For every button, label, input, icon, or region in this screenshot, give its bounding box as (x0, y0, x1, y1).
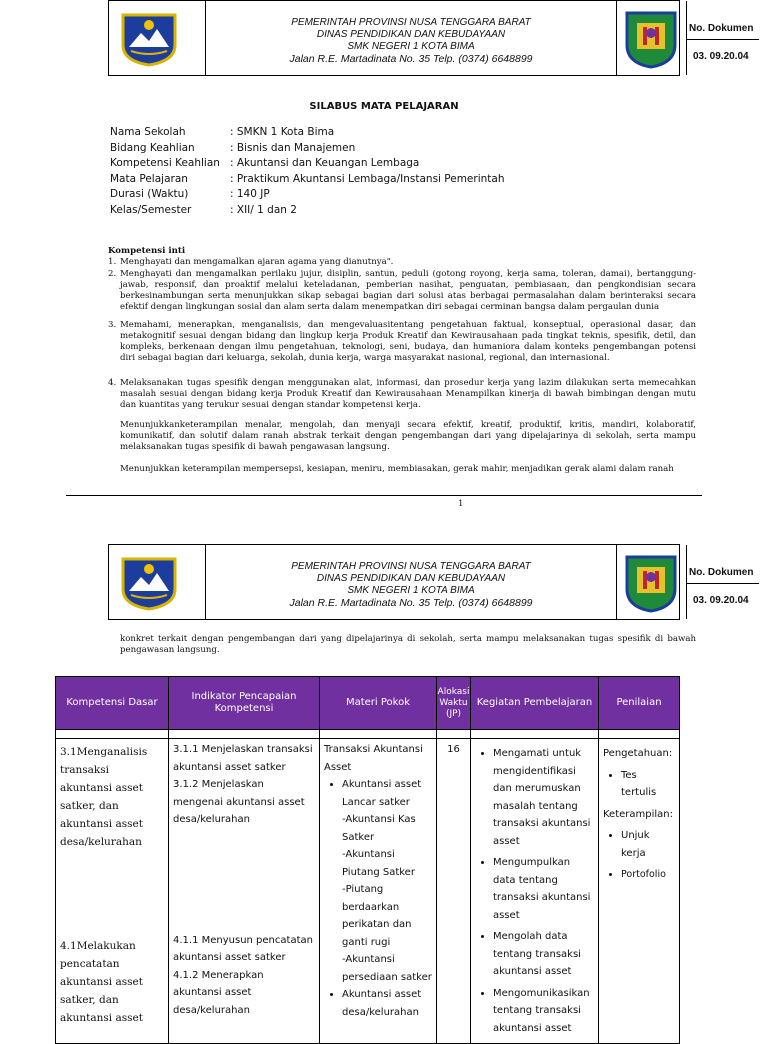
kd-text: 4.1Melakukan pencatatan akuntansi asset satker, dan akuntansi asset (60, 940, 143, 1024)
ki-text: Menghayati dan mengamalkan ajaran agama yang dianutnya". (120, 257, 394, 267)
ki-text: Memahami, menerapkan, menganalisis, dan mengevaluasitentang pengetahuan faktual, konseptual, operasional dasar, dan metakognitif sesuai dengan bidang dan lingkup kerja Produk Kreatif dan Kewirausahaan pada tingkat teknis, spesifik, detil, dan kompleks, berkenaan dengan ilmu pengetahuan, teknologi, seni, budaya, dan humaniora dalam konteks pengembangan potensi diri sebagai bagian dari keluarga, sekolah, dunia kerja, warga masyarakat nasional, regional, dan internasional. (120, 320, 696, 363)
col-header: Alokasi Waktu (JP) (437, 677, 471, 730)
materi-item: Akuntansi asset Lancar satker (342, 779, 422, 808)
ki-number: 3. (108, 320, 117, 330)
materi-sub: -Piutang berdaarkan perikatan dan ganti rugi (342, 884, 412, 948)
header-line-3: SMK NEGERI 1 KOTA BIMA (347, 585, 475, 596)
ki4-paragraph-3: Menunjukkan keterampilan mempersepsi, kesiapan, meniru, membiasakan, gerak mahir, menjadikan gerak alami dalam ranah (120, 464, 674, 474)
materi-item: Akuntansi asset desa/kelurahan (342, 989, 422, 1018)
doc-number-label: No. Dokumen (689, 23, 754, 34)
penilaian-cell (599, 739, 680, 1044)
materi-sub: -Akuntansi persediaan satker (342, 954, 432, 983)
header-address: Jalan R.E. Martadinata No. 35 Telp. (0374) 6648899 (289, 53, 533, 65)
header-line-3: SMK NEGERI 1 KOTA BIMA (347, 41, 475, 52)
ntb-emblem-icon (119, 555, 179, 611)
page-number: 1 (458, 499, 464, 509)
header-line-1: PEMERINTAH PROVINSI NUSA TENGGARA BARAT (291, 561, 531, 572)
doc-number-box (687, 545, 759, 619)
info-value: : 140 JP (230, 188, 270, 200)
info-value: : XII/ 1 dan 2 (230, 203, 297, 216)
info-key: Kelas/Semester (110, 203, 192, 216)
info-value: : Bisnis dan Manajemen (230, 141, 356, 154)
document-header (108, 544, 754, 620)
doc-number-value: 03. 09.20.04 (693, 595, 749, 606)
header-line-1: PEMERINTAH PROVINSI NUSA TENGGARA BARAT (291, 17, 531, 28)
page-title: SILABUS MATA PELAJARAN (309, 101, 459, 112)
ki-number: 4. (108, 378, 117, 388)
list-item: • Mengolah data tentang transaksi akuntansi asset (493, 928, 594, 981)
ki4-paragraph-2: Menunjukkanketerampilan menalar, mengolah, dan menyaji secara efektif, kreatif, produktif, kritis, mandiri, kolaboratif, komunikatif, dan solutif dalam ranah abstrak terkait dengan pengembangan dari yang dipelajarinya di sekolah, serta mampu melaksanakan tugas spesifik di bawah pengawasan langsung. (120, 420, 696, 452)
list-item (342, 776, 432, 986)
doc-number-value: 03. 09.20.04 (693, 51, 749, 62)
provincial-emblem (109, 1, 206, 75)
indicator-text: 3.1.1 Menjelaskan transaksi akuntansi asset satker (173, 744, 313, 773)
col-header: Materi Pokok (320, 677, 437, 730)
col-header: Kompetensi Dasar (56, 677, 169, 730)
ki-number: 2. (108, 269, 117, 279)
list-item: • Portofolio (621, 866, 675, 884)
col-header: Penilaian (599, 677, 680, 730)
list-item: • Tes tertulis (621, 767, 657, 802)
indicator-text: 4.1.2 Menerapkan akuntansi asset desa/kelurahan (173, 969, 264, 1016)
info-value: : Akuntansi dan Keuangan Lembaga (230, 157, 420, 169)
list-item: • Mengamati untuk mengidentifikasi dan merumuskan masalah tentang transaksi akuntansi asset (493, 745, 594, 850)
doc-number-box (687, 1, 759, 75)
school-logo-icon (623, 553, 679, 613)
document-header (108, 0, 754, 76)
info-key: Mata Pelajaran (110, 172, 188, 185)
school-logo-icon (623, 9, 679, 69)
kd-cell (56, 739, 169, 1044)
list-item: • Mengumpulkan data tentang transaksi akuntansi asset (493, 854, 594, 924)
materi-sub: -Akuntansi Piutang Satker (342, 849, 415, 878)
doc-number-label: No. Dokumen (689, 567, 754, 578)
materi-cell (320, 739, 437, 1044)
subject-info (110, 125, 610, 225)
school-logo (617, 545, 687, 619)
ki-number: 1. (108, 257, 117, 267)
indicator-text: 4.1.1 Menyusun pencatatan akuntansi asset satker (173, 934, 313, 963)
indicator-text: 3.1.2 Menjelaskan mengenai akuntansi asset desa/kelurahan (173, 779, 305, 825)
provincial-emblem (109, 545, 206, 619)
syllabus-table (55, 676, 680, 1044)
continuation-text: konkret terkait dengan pengembangan dari yang dipelajarinya di sekolah, serta mampu melaksanakan tugas spesifik di bawah pengawasan langsung. (120, 634, 696, 655)
info-value: : Praktikum Akuntansi Lembaga/Instansi Pemerintah (230, 172, 505, 185)
header-institution-text (206, 545, 617, 619)
ntb-emblem-icon (119, 11, 179, 67)
col-header: Kegiatan Pembelajaran (471, 677, 599, 730)
table-row (56, 739, 680, 1044)
info-key: Kompetensi Keahlian (110, 157, 220, 169)
penilaian-label: Pengetahuan: (603, 748, 673, 759)
school-logo (617, 1, 687, 75)
materi-sub: -Akuntansi Kas Satker (342, 814, 416, 843)
page-separator-line (66, 495, 702, 496)
ki-text: Melaksanakan tugas spesifik dengan menggunakan alat, informasi, dan prosedur kerja yang lazim dilakukan serta memecahkan masalah sesuai dengan bidang kerja Produk Kreatif dan Kewirausahaan Menampilkan kinerja di bawah bimbingan dengan mutu dan kuantitas yang terukur sesuai dengan standar kompetensi kerja. (120, 378, 696, 410)
info-key: Bidang Keahlian (110, 141, 195, 154)
kegiatan-cell (471, 739, 599, 1044)
ki-heading: Kompetensi inti (108, 246, 186, 256)
list-item: • Unjuk kerja (621, 827, 657, 862)
info-value: : SMKN 1 Kota Bima (230, 126, 335, 138)
header-line-2: DINAS PENDIDIKAN DAN KEBUDAYAAN (316, 29, 506, 40)
table-header-row (56, 677, 680, 730)
kd-text: 3.1Menganalisis transaksi akuntansi asset satker, dan akuntansi asset desa/kelurahan (60, 746, 148, 848)
info-key: Durasi (Waktu) (110, 188, 189, 200)
ki-text: Menghayati dan mengamalkan perilaku jujur, disiplin, santun, peduli (gotong royong, kerja sama, toleran, damai), bertanggung-jawab, responsif, dan proaktif melalui keteladanan, pemberian nasihat, penguatan, pembiasaan, dan pengkondisian secara berkesinambungan serta menunjukkan sikap sebagai bagian dari solusi atas berbagai permasalahan dalam berinteraksi secara efektif dengan lingkungan sosial dan alam serta dalam menempatkan diri sebagai cerminan bangsa dalam pergaulan dunia (120, 269, 696, 312)
alokasi-cell: 16 (437, 739, 471, 1044)
header-institution-text (206, 1, 617, 75)
header-line-2: DINAS PENDIDIKAN DAN KEBUDAYAAN (316, 573, 506, 584)
penilaian-label: Keterampilan: (603, 808, 674, 820)
materi-title: Transaksi Akuntansi Asset (324, 744, 423, 773)
list-item (342, 986, 432, 1021)
indicator-cell (169, 739, 320, 1044)
list-item: • Mengomunikasikan tentang transaksi akuntansi asset (493, 985, 594, 1038)
col-header: Indikator Pencapaian Kompetensi (169, 677, 320, 730)
header-address: Jalan R.E. Martadinata No. 35 Telp. (0374) 6648899 (289, 597, 533, 609)
info-key: Nama Sekolah (110, 126, 186, 138)
